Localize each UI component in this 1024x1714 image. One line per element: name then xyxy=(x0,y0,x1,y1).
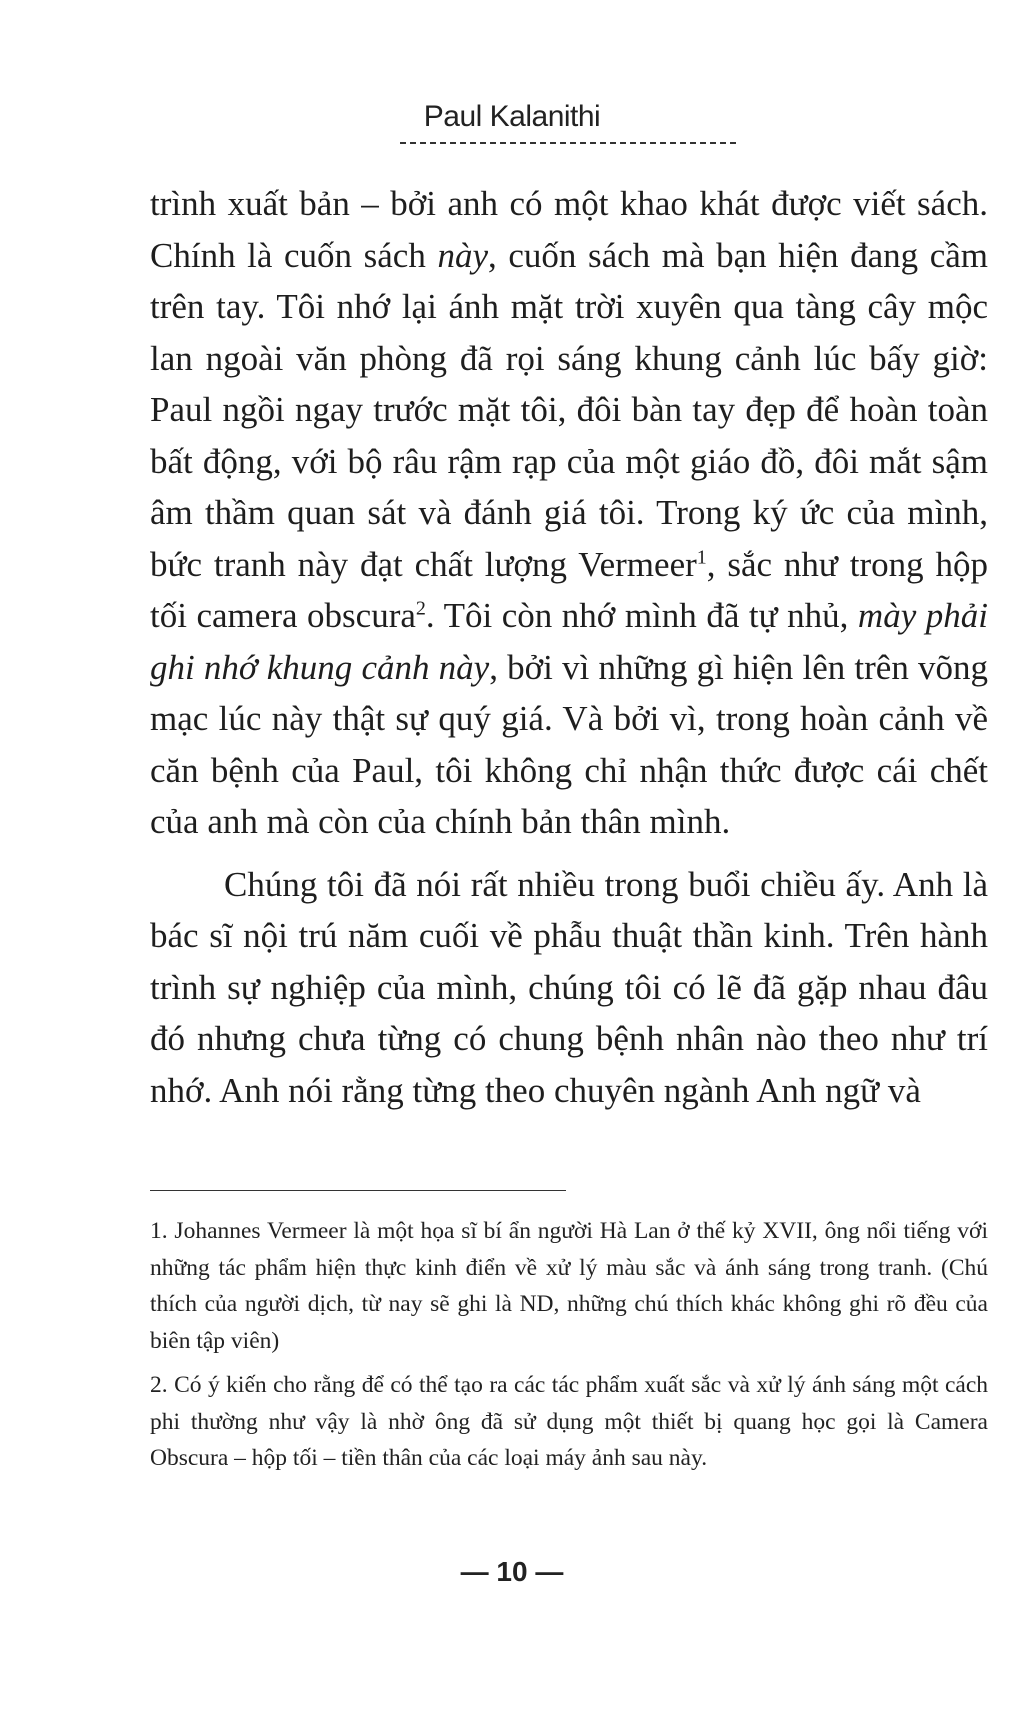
footnote-2: 2. Có ý kiến cho rằng để có thể tạo ra các tác phẩm xuất sắc và xử lý ánh sáng một cách phi thường như vậy là nhờ ông đã sử dụng một thiết bị quang học gọi là Camera Obscura – hộp tối – tiền thân của các loại máy ảnh sau này. xyxy=(150,1372,988,1471)
p1-segment-5: , bởi vì những gì hiện lên trên võng mạc lúc này thật sự quý giá. Và bởi vì, trong hoàn cảnh về căn bệnh của Paul, tôi không chỉ nhận thức được cái chết của anh mà còn của chính bản thân mình. xyxy=(150,647,988,841)
page-number: — 10 — xyxy=(460,1556,564,1587)
p1-emphasis-quote: mày phải ghi nhớ khung cảnh này xyxy=(150,596,988,687)
footnote-1: 1. Johannes Vermeer là một họa sĩ bí ẩn người Hà Lan ở thế kỷ XVII, ông nổi tiếng với những tác phẩm hiện thực kinh điển về xử lý màu sắc và ánh sáng trong tranh. (Chú thích của người dịch, từ nay sẽ ghi là ND, những chú thích khác không ghi rõ đều của biên tập viên) xyxy=(150,1218,988,1354)
body-text xyxy=(150,178,988,1116)
p1-segment-1: trình xuất bản – bởi anh có một khao khát được viết sách. Chính là cuốn sách xyxy=(150,184,988,275)
p1-segment-2: , cuốn sách mà bạn hiện đang cầm trên tay. Tôi nhớ lại ánh mặt trời xuyên qua tàng cây mộc lan ngoài văn phòng đã rọi sáng khung cảnh lúc bấy giờ: Paul ngồi ngay trước mặt tôi, đôi bàn tay đẹp để hoàn toàn bất động, với bộ râu rậm rạp của một giáo đồ, đôi mắt sậm âm thầm quan sát và đánh giá tôi. Trong ký ức của mình, bức tranh này đạt chất lượng Vermeer xyxy=(150,235,988,584)
header-dashed-rule xyxy=(400,142,736,144)
p1-segment-3: , sắc như trong hộp tối camera obscura xyxy=(150,544,988,635)
p1-emphasis-nay: này xyxy=(437,235,488,275)
footnote-ref-1[interactable]: 1 xyxy=(696,545,707,568)
footnote-separator xyxy=(150,1190,566,1191)
footnote-ref-2[interactable]: 2 xyxy=(415,597,426,620)
footnotes xyxy=(150,1213,988,1477)
p1-segment-4: . Tôi còn nhớ mình đã tự nhủ, xyxy=(425,596,858,635)
running-header-author: Paul Kalanithi xyxy=(423,100,601,133)
paragraph-2: Chúng tôi đã nói rất nhiều trong buổi chiều ấy. Anh là bác sĩ nội trú năm cuối về phẫu thuật thần kinh. Trên hành trình sự nghiệp của mình, chúng tôi có lẽ đã gặp nhau đâu đó nhưng chưa từng có chung bệnh nhân nào theo như trí nhớ. Anh nói rằng từng theo chuyên ngành Anh ngữ và xyxy=(150,864,988,1110)
paragraph-1 xyxy=(150,178,988,848)
